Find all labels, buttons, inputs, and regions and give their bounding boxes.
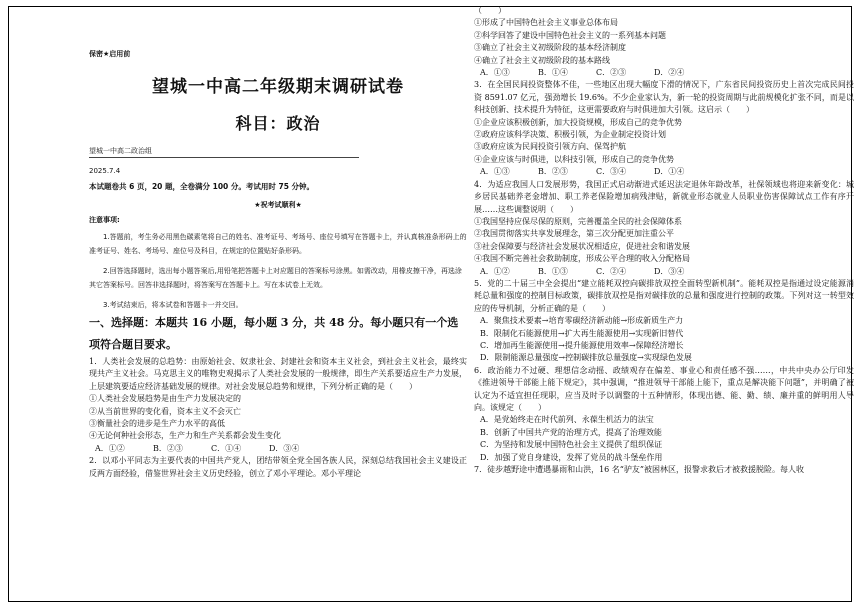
- q6-choice-c: C．为坚持和发展中国特色社会主义提供了组织保证: [480, 440, 663, 450]
- notes-title: 注意事项:: [89, 216, 120, 224]
- note-1: 1.答题前，考生务必用黑色碳素笔将自己的姓名、准考证号、考场号、座位号填写在答题卡上，并认真核准条形码上的准考证号、姓名、考场号、座位号及科目，在规定的位置贴好条形码。: [89, 233, 467, 255]
- q3-item-3: ③政府应该为民间投资引领方向、保驾护航: [474, 142, 626, 152]
- q5-choice-c: C．增加再生能源使用→提升能源使用效率→保障经济增长: [480, 340, 684, 350]
- q4-item-2: ②我国贯彻落实共享发展理念，第三次分配更加注重公平: [474, 229, 674, 239]
- q2-continuation: （ ）: [474, 6, 506, 15]
- q2-choice-c: C．②③: [596, 68, 627, 78]
- q2-item-1: ①形成了中国特色社会主义事业总体布局: [474, 18, 618, 28]
- question-3-stem: 3．在全国民间投资整体不佳，一些地区出现大幅度下滑的情况下，广东省民间投资历史上首次完成民间投资 8591.07 亿元，强劲增长 19.6%。不少企业家认为，新一轮的投资周期与此前规模化扩张不同，而是以科技创新、技术提升为特征，这更需要政府与时俱进加大引领。这启示（ ）: [474, 80, 854, 115]
- org-line: 望城一中高二政治组: [89, 146, 359, 158]
- question-7-stem: 7．徒步越野途中遭遇暴雨和山洪，16 名“驴友”被困林区，报警求救后才被救援脱险。每人收: [474, 465, 804, 475]
- question-6-stem: 6．政治能力不过硬、理想信念动摇、政绩观存在偏差、事业心和责任感不强……，中共中央办公厅印发《推进领导干部能上能下规定》，其中强调，“推进领导干部能上能下，重点是解决能下问题”，并明确了被认定为不适宜担任现职，应当及时予以调整的十五种情形，体现出德、能、勤、绩、廉并重的鲜明用人导向。该规定（ ）: [474, 365, 854, 412]
- q3-choice-c: C．③④: [596, 167, 627, 177]
- q4-choice-a: A．①②: [480, 266, 510, 276]
- q3-item-4: ④企业应该与时俱进，以科技引领，形成自己的竞争优势: [474, 154, 674, 164]
- question-4-stem: 4．为适应我国人口发展形势，我国正式启动渐进式延迟法定退休年龄改革，社保领域也将迎来新变化：城乡居民基础养老金增加、职工养老保险增加病残津贴，新就业形态就业人员职业伤害保障试点工作有序开展……这些调整说明（ ）: [474, 179, 854, 214]
- question-1-stem: 1．人类社会发展的总趋势：由原始社会、奴隶社会、封建社会和资本主义社会，到社会主义社会，最终实现共产主义社会。马克思主义的唯物史观揭示了人类社会发展的一般规律，即生产关系要适应生产力发展，上层建筑要适应经济基础发展的规律。对社会发展总趋势和规律，下列分析正确的是（ ）: [89, 357, 467, 391]
- exam-summary: 本试题卷共 6 页，20 题，全卷满分 100 分。考试用时 75 分钟。: [89, 182, 315, 191]
- q4-item-4: ④我国不断完善社会救助制度，形成公平合理的收入分配格局: [474, 254, 690, 264]
- q3-choices: [474, 166, 854, 178]
- q5-choice-a: A．聚焦技术要素→培育零碳经济新动能→形成新质生产力: [480, 316, 684, 326]
- q6-choice-a: A．是党始终走在时代前列、永葆生机活力的法宝: [480, 415, 654, 425]
- right-column: [474, 5, 854, 476]
- subject-title: 科目：政治: [235, 114, 321, 133]
- q3-item-2: ②政府应该科学决策、积极引领，为企业制定投资计划: [474, 130, 666, 140]
- q1-choices: [89, 443, 467, 455]
- q3-choice-a: A．①③: [480, 167, 510, 177]
- q4-choices: [474, 266, 854, 278]
- section-heading: 一、选择题：本题共 16 小题，每小题 3 分，共 48 分。每小题只有一个选项符合题目要求。: [89, 316, 459, 351]
- q2-item-2: ②科学回答了建设中国特色社会主义的一系列基本问题: [474, 30, 666, 40]
- wish-line: ★祝考试顺利★: [254, 201, 302, 209]
- q1-item-4: ④无论何种社会形态，生产力和生产关系都会发生变化: [89, 431, 281, 441]
- q1-choice-b: B．②③: [153, 443, 183, 453]
- q4-item-3: ③社会保障要与经济社会发展状况相适应，促进社会和谐发展: [474, 241, 690, 251]
- q2-choices: [474, 67, 854, 79]
- q6-choice-b: B．创新了中国共产党的治理方式，提高了治理效能: [480, 427, 662, 437]
- exam-date: 2025.7.4: [89, 167, 121, 175]
- q2-item-3: ③确立了社会主义初级阶段的基本经济制度: [474, 43, 626, 53]
- q3-item-1: ①企业应该积极创新，加大投资规模，形成自己的竞争优势: [474, 117, 682, 127]
- q1-item-3: ③衡量社会的进步是生产力水平的高低: [89, 419, 225, 429]
- q4-item-1: ①我国坚持应保尽保的原则，完善覆盖全民的社会保障体系: [474, 216, 682, 226]
- q3-choice-d: D．①④: [654, 167, 685, 177]
- exam-title: 望城一中高二年级期末调研试卷: [152, 77, 404, 97]
- q4-choice-b: B．①③: [538, 266, 568, 276]
- q5-choice-d: D．限制能源总量强度→控制碳排放总量强度→实现绿色发展: [480, 353, 692, 363]
- q5-choice-b: B．限制化石能源使用→扩大再生能源使用→实现新旧替代: [480, 328, 684, 338]
- q1-item-1: ①人类社会发展趋势是由生产力发展决定的: [89, 394, 241, 404]
- secret-label: 保密★启用前: [89, 50, 131, 58]
- q1-choice-d: D．③④: [269, 443, 300, 453]
- left-column: [89, 49, 467, 480]
- note-3: 3.考试结束后，将本试卷和答题卡一并交回。: [103, 301, 243, 309]
- q1-choice-c: C．①④: [211, 443, 242, 453]
- question-5-stem: 5．党的二十届三中全会提出“建立能耗双控向碳排放双控全面转型新机制”。能耗双控是指通过设定能源消耗总量和强度的控制目标政策，碳排放双控是指对碳排放的总量和强度进行控制的政策。下列对这一转型效应的传导机制，分析正确的是（ ）: [474, 278, 854, 313]
- q3-choice-b: B．②③: [538, 167, 568, 177]
- q4-choice-d: D．③④: [654, 266, 685, 276]
- q2-choice-d: D．②④: [654, 68, 685, 78]
- exam-page: [8, 6, 852, 602]
- q1-choice-a: A．①②: [95, 443, 125, 453]
- q6-choice-d: D．加强了党自身建设，发挥了党员的战斗堡垒作用: [480, 452, 663, 462]
- note-2: 2.回答选择题时，选出每小题答案后,用铅笔把答题卡上对应题目的答案标号涂黑。如需改动，用橡皮擦干净，再选涂其它答案标号。回答非选择题时，将答案写在答题卡上。写在本试卷上无效。: [89, 267, 462, 289]
- q1-item-2: ②从当前世界的变化看，资本主义不会灭亡: [89, 406, 241, 416]
- q2-item-4: ④确立了社会主义初级阶段的基本路线: [474, 55, 610, 65]
- q4-choice-c: C．②④: [596, 266, 627, 276]
- question-2-stem: 2．以邓小平同志为主要代表的中国共产党人，团结带领全党全国各族人民，深刻总结我国社会主义建设正反两方面经验，借鉴世界社会主义历史经验，创立了邓小平理论。邓小平理论: [89, 456, 467, 478]
- q2-choice-b: B．①④: [538, 68, 568, 78]
- q2-choice-a: A．①③: [480, 68, 510, 78]
